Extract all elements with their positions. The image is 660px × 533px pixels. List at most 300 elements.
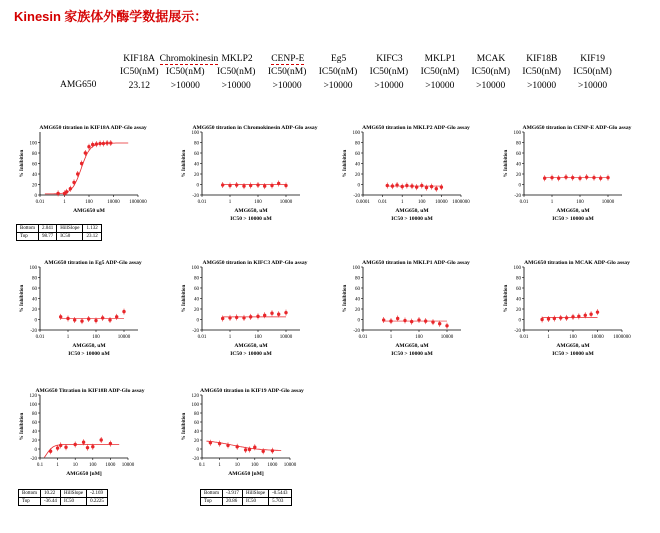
data-point <box>115 315 118 318</box>
data-point <box>69 187 72 190</box>
data-point <box>235 316 238 319</box>
data-point <box>64 446 67 449</box>
y-tick-label: 0 <box>518 318 521 324</box>
y-tick-label: 60 <box>32 420 37 426</box>
chart-panel-10 <box>172 383 322 508</box>
data-point <box>425 186 428 189</box>
ic50-unit: IC50(nM) <box>318 66 358 77</box>
fit-parameters-table <box>16 224 102 241</box>
fit-cell: 0.2225 <box>87 498 108 506</box>
data-point <box>263 184 266 187</box>
ic50-unit: IC50(nM) <box>166 66 205 77</box>
x-tick-label: 10000 <box>117 335 131 340</box>
data-point <box>249 315 252 318</box>
data-point <box>218 442 221 445</box>
y-tick-label: 60 <box>32 162 37 168</box>
data-point <box>91 445 94 448</box>
ic50-unit: IC50(nM) <box>369 66 409 77</box>
data-point <box>405 184 408 187</box>
y-tick-label: 60 <box>355 151 360 157</box>
y-tick-label: 100 <box>29 402 37 408</box>
chart-panel-1 <box>10 120 160 245</box>
y-tick-label: 100 <box>352 265 360 271</box>
y-tick-label: 0 <box>34 193 37 199</box>
y-tick-label: 0 <box>34 447 37 453</box>
y-tick-label: 120 <box>29 393 37 399</box>
y-tick-label: 0 <box>34 318 37 324</box>
y-axis-label: % Inhibition <box>20 149 25 178</box>
data-point <box>228 184 231 187</box>
x-tick-label: 0.01 <box>35 200 45 205</box>
y-tick-label: 20 <box>194 172 199 178</box>
data-point <box>209 441 212 444</box>
ic50-note: IC50 > 10000 nM <box>552 216 594 222</box>
fit-cell: Top <box>201 498 223 506</box>
data-point <box>543 177 546 180</box>
fit-cell: Bottom <box>19 490 41 498</box>
x-axis-label: AMG650, uM <box>556 208 590 214</box>
chart-svg <box>333 120 483 240</box>
fit-cell: 98.77 <box>39 233 57 241</box>
x-axis-label: AMG650, uM <box>234 208 268 214</box>
data-point <box>76 172 79 175</box>
data-point <box>99 438 102 441</box>
x-tick-label: 1 <box>218 463 221 468</box>
data-point <box>94 319 97 322</box>
x-axis-label: AMG650 uM <box>73 208 105 214</box>
y-tick-label: 80 <box>32 411 37 417</box>
data-point <box>553 317 556 320</box>
x-tick-label: 1 <box>56 463 59 468</box>
x-tick-label: 100 <box>418 200 426 205</box>
data-point <box>410 184 413 187</box>
x-tick-label: 0.1 <box>36 463 44 468</box>
x-tick-label: 0.01 <box>519 200 529 205</box>
y-axis-label: % Inhibition <box>20 284 25 313</box>
data-point <box>415 185 418 188</box>
data-point <box>102 142 105 145</box>
chart-panel-6 <box>172 255 322 380</box>
data-point <box>242 316 245 319</box>
y-axis-label: % Inhibition <box>343 149 348 178</box>
data-point <box>66 317 69 320</box>
fit-row <box>201 498 292 506</box>
kinesin-name: KIF19 <box>580 53 606 64</box>
data-point <box>59 444 62 447</box>
kinesin-name: KIF18A <box>123 53 155 64</box>
data-point <box>86 446 89 449</box>
chart-title: AMG650 titration in CENP-E ADP-Glo assay <box>522 125 632 131</box>
x-tick-label: 0.01 <box>378 200 387 205</box>
data-point <box>244 448 247 451</box>
data-point <box>98 142 101 145</box>
data-point <box>256 183 259 186</box>
y-axis-label: % Inhibition <box>182 149 187 178</box>
x-tick-label: 1000000 <box>129 200 147 205</box>
fit-cell: HillSlope <box>57 225 83 233</box>
ic50-value: >10000 <box>425 80 455 91</box>
y-axis-label: % Inhibition <box>20 412 25 441</box>
data-point <box>391 184 394 187</box>
data-point <box>431 320 434 323</box>
chart-title: AMG650 titration in Chromokinesin ADP-Glo assay <box>192 125 318 131</box>
ic50-value: >10000 <box>221 80 251 91</box>
chart-svg <box>494 255 644 375</box>
data-point <box>87 317 90 320</box>
ic50-note: IC50 > 10000 nM <box>230 351 272 357</box>
data-point <box>84 151 87 154</box>
y-tick-label: 0 <box>196 318 199 324</box>
y-tick-label: 40 <box>355 162 360 168</box>
y-tick-label: -20 <box>514 328 521 334</box>
ic50-value: >10000 <box>527 80 557 91</box>
chart-title: AMG650 titration in Eg5 ADP-Glo assay <box>44 260 142 266</box>
x-tick-label: 1 <box>66 335 70 340</box>
x-tick-label: 10000 <box>601 200 615 205</box>
ic50-note: IC50 > 10000 nM <box>391 216 433 222</box>
y-tick-label: 20 <box>32 438 37 444</box>
y-tick-label: 0 <box>196 447 199 453</box>
data-point <box>261 450 264 453</box>
fit-cell: IC50 <box>242 498 268 506</box>
summary-row-value <box>60 78 618 91</box>
chart-axes <box>524 267 622 330</box>
x-axis-label: AMG650, uM <box>234 343 268 349</box>
x-tick-label: 1000000 <box>452 200 470 205</box>
chart-svg <box>333 255 483 375</box>
ic50-note: IC50 > 10000 nM <box>230 216 272 222</box>
ic50-summary-table <box>60 52 618 91</box>
data-point <box>221 317 224 320</box>
x-tick-label: 100 <box>576 200 584 205</box>
ic50-note: IC50 > 10000 nM <box>552 351 594 357</box>
x-tick-label: 0.0001 <box>356 200 370 205</box>
x-tick-label: 0.01 <box>197 335 207 340</box>
data-point <box>95 142 98 145</box>
chart-panel-9 <box>10 383 160 508</box>
y-tick-label: 120 <box>191 393 199 399</box>
x-tick-label: 10 <box>72 463 78 468</box>
chart-panel-5 <box>10 255 160 380</box>
data-point <box>596 310 599 313</box>
chart-axes <box>524 132 622 195</box>
kinesin-name: MCAK <box>476 53 506 64</box>
x-tick-label: 100 <box>89 463 97 468</box>
data-point <box>438 322 441 325</box>
fit-cell: Top <box>17 233 39 241</box>
y-tick-label: 100 <box>29 141 37 147</box>
y-tick-label: 0 <box>518 183 521 189</box>
ic50-value: >10000 <box>170 80 200 91</box>
data-point <box>248 448 251 451</box>
chart-title: AMG650 Titration in KIF18B ADP-Glo assay <box>35 388 145 394</box>
ic50-value: >10000 <box>476 80 506 91</box>
data-point <box>284 311 287 314</box>
x-axis-label: AMG650, uM <box>556 343 590 349</box>
x-tick-label: 100 <box>254 200 262 205</box>
y-tick-label: 80 <box>194 276 199 282</box>
kinesin-name: MKLP1 <box>424 53 456 64</box>
ic50-value: >10000 <box>323 80 353 91</box>
chart-title: AMG650 titration in MKLP2 ADP-Glo assay <box>362 125 470 131</box>
data-point <box>101 316 104 319</box>
y-tick-label: 100 <box>191 265 199 271</box>
x-tick-label: 100 <box>92 335 100 340</box>
fit-cell: Bottom <box>201 490 223 498</box>
y-tick-label: 40 <box>516 297 521 303</box>
data-point <box>228 316 231 319</box>
data-point <box>91 143 94 146</box>
fit-row <box>201 490 292 498</box>
data-point <box>445 324 448 327</box>
y-tick-label: -20 <box>514 193 521 199</box>
y-tick-label: 80 <box>32 151 37 157</box>
x-axis-label: AMG650 [nM] <box>228 471 264 477</box>
data-point <box>109 442 112 445</box>
ic50-unit: IC50(nM) <box>522 66 561 77</box>
y-tick-label: 80 <box>516 141 521 147</box>
x-tick-label: 0.1 <box>198 463 206 468</box>
kinesin-name: KIFC3 <box>376 53 403 64</box>
fit-cell: IC50 <box>57 233 83 241</box>
data-point <box>56 192 59 195</box>
data-point <box>540 318 543 321</box>
chart-title: AMG650 titration in MKLP1 ADP-Glo assay <box>362 260 470 266</box>
y-tick-label: 80 <box>355 276 360 282</box>
chart-panel-3 <box>333 120 483 245</box>
fit-curve <box>206 441 281 450</box>
fit-curve <box>44 444 119 457</box>
page-heading: Kinesin 家族体外酶学数据展示： <box>14 9 208 24</box>
data-point <box>249 184 252 187</box>
y-tick-label: 20 <box>194 307 199 313</box>
data-point <box>56 446 59 449</box>
ic50-value: 23.12 <box>128 80 150 91</box>
chart-panel-7 <box>333 255 483 380</box>
y-axis-label: % Inhibition <box>343 284 348 313</box>
y-axis-label: % Inhibition <box>504 284 509 313</box>
data-point <box>571 315 574 318</box>
data-point <box>557 177 560 180</box>
data-point <box>235 183 238 186</box>
fit-cell: 20.86 <box>223 498 243 506</box>
chart-panel-2 <box>172 120 322 245</box>
x-tick-label: 100 <box>85 200 93 205</box>
chart-panel-4 <box>494 120 644 245</box>
data-point <box>424 319 427 322</box>
data-point <box>440 185 443 188</box>
ic50-value: >10000 <box>577 80 608 91</box>
fit-cell: HillSlope <box>60 490 86 498</box>
data-point <box>571 176 574 179</box>
y-tick-label: 80 <box>32 276 37 282</box>
data-point <box>59 315 62 318</box>
y-tick-label: 40 <box>32 429 37 435</box>
fit-row <box>17 225 102 233</box>
data-point <box>253 446 256 449</box>
fit-cell: IC50 <box>60 498 86 506</box>
y-tick-label: 20 <box>32 307 37 313</box>
fit-cell: Top <box>19 498 41 506</box>
data-point <box>242 184 245 187</box>
data-point <box>256 315 259 318</box>
y-tick-label: 20 <box>355 307 360 313</box>
ic50-unit: IC50(nM) <box>573 66 612 77</box>
x-tick-label: 0.01 <box>35 335 45 340</box>
kinesin-name: CENP-E <box>271 53 305 64</box>
data-point <box>589 313 592 316</box>
y-tick-label: 20 <box>194 438 199 444</box>
fit-parameters-table <box>200 489 292 506</box>
chart-svg <box>10 383 160 503</box>
data-point <box>564 175 567 178</box>
x-axis-label: AMG650, uM <box>72 343 106 349</box>
y-tick-label: 60 <box>516 286 521 292</box>
fit-cell: -0.5443 <box>269 490 291 498</box>
fit-row <box>19 498 108 506</box>
data-point <box>389 319 392 322</box>
y-tick-label: 100 <box>352 130 360 136</box>
data-point <box>417 318 420 321</box>
summary-row-unit <box>60 65 618 78</box>
data-point <box>420 184 423 187</box>
x-tick-label: 100 <box>251 463 259 468</box>
y-tick-label: 100 <box>29 265 37 271</box>
y-tick-label: -20 <box>30 328 37 334</box>
data-point <box>221 183 224 186</box>
data-point <box>277 313 280 316</box>
chart-title: AMG650 titration in MCAK ADP-Glo assay <box>524 260 630 266</box>
kinesin-name: MKLP2 <box>221 53 253 64</box>
y-tick-label: -20 <box>192 328 199 334</box>
x-tick-label: 100 <box>569 335 577 340</box>
y-tick-label: 60 <box>194 151 199 157</box>
fit-cell: -2.169 <box>87 490 108 498</box>
x-tick-label: 0.01 <box>358 335 368 340</box>
y-tick-label: 20 <box>32 183 37 189</box>
data-point <box>87 145 90 148</box>
chart-svg <box>172 120 322 240</box>
data-point <box>80 162 83 165</box>
data-point <box>226 444 229 447</box>
data-point <box>284 184 287 187</box>
kinesin-name: KIF18B <box>526 53 558 64</box>
ic50-note: IC50 > 10000 nM <box>68 351 110 357</box>
fit-cell: 5.703 <box>269 498 291 506</box>
chart-svg <box>10 120 160 240</box>
y-tick-label: 60 <box>194 420 199 426</box>
data-point <box>578 177 581 180</box>
x-tick-label: 1 <box>228 200 232 205</box>
y-tick-label: 40 <box>194 297 199 303</box>
x-tick-label: 1 <box>547 335 550 340</box>
data-point <box>74 443 77 446</box>
ic50-unit: IC50(nM) <box>420 66 460 77</box>
data-point <box>547 317 550 320</box>
chart-title: AMG650 titration in KIFC3 ADP-Glo assay <box>202 260 308 266</box>
data-point <box>72 181 75 184</box>
y-tick-label: 60 <box>355 286 360 292</box>
data-point <box>550 176 553 179</box>
x-tick-label: 10 <box>234 463 240 468</box>
y-tick-label: 0 <box>357 183 360 189</box>
chart-title: AMG650 titration in KIF18A ADP-Glo assay <box>39 125 147 131</box>
data-point <box>270 312 273 315</box>
data-point <box>606 176 609 179</box>
data-point <box>73 318 76 321</box>
fit-cell: 2.041 <box>39 225 57 233</box>
y-tick-label: 100 <box>513 130 521 136</box>
ic50-unit: IC50(nM) <box>267 66 307 77</box>
data-point <box>49 450 52 453</box>
fit-cell: Bottom <box>17 225 39 233</box>
data-point <box>236 445 239 448</box>
ic50-value: >10000 <box>374 80 404 91</box>
fit-cell: -36.44 <box>41 498 61 506</box>
chart-svg <box>172 383 322 503</box>
chart-axes <box>40 395 128 458</box>
y-tick-label: 0 <box>196 183 199 189</box>
data-point <box>277 182 280 185</box>
ic50-value: >10000 <box>272 80 302 91</box>
data-point <box>65 190 68 193</box>
x-axis-label: AMG650, uM <box>395 208 429 214</box>
y-tick-label: 100 <box>191 402 199 408</box>
x-axis-label: AMG650 [nM] <box>66 471 102 477</box>
y-tick-label: 60 <box>32 286 37 292</box>
y-tick-label: 60 <box>194 286 199 292</box>
data-point <box>401 185 404 188</box>
y-tick-label: 80 <box>355 141 360 147</box>
x-tick-label: 1000 <box>105 463 116 468</box>
data-point <box>109 141 112 144</box>
y-tick-label: 80 <box>194 411 199 417</box>
fit-parameters-table <box>18 489 108 506</box>
data-point <box>410 320 413 323</box>
data-point <box>122 310 125 313</box>
chart-panel-8 <box>494 255 644 380</box>
data-point <box>577 315 580 318</box>
data-point <box>263 314 266 317</box>
x-tick-label: 0.01 <box>519 335 529 340</box>
y-tick-label: 20 <box>516 307 521 313</box>
fit-cell: 10.22 <box>41 490 61 498</box>
data-point <box>108 318 111 321</box>
y-axis-label: % Inhibition <box>182 284 187 313</box>
x-tick-label: 1000 <box>267 463 278 468</box>
y-tick-label: 40 <box>194 429 199 435</box>
data-point <box>592 176 595 179</box>
x-tick-label: 1 <box>550 200 554 205</box>
x-tick-label: 1 <box>228 335 232 340</box>
y-tick-label: -20 <box>192 193 199 199</box>
ic50-note: IC50 > 10000 nM <box>391 351 433 357</box>
data-point <box>395 183 398 186</box>
ic50-unit: IC50(nM) <box>120 66 159 77</box>
data-point <box>584 314 587 317</box>
y-axis-label: % Inhibition <box>182 412 187 441</box>
y-tick-label: 100 <box>191 130 199 136</box>
y-tick-label: 0 <box>357 318 360 324</box>
data-point <box>565 316 568 319</box>
data-point <box>403 319 406 322</box>
y-tick-label: -20 <box>30 456 37 462</box>
data-point <box>271 449 274 452</box>
x-tick-label: 10000 <box>279 200 293 205</box>
y-tick-label: -20 <box>353 193 360 199</box>
x-tick-label: 1 <box>400 200 404 205</box>
chart-axes <box>202 267 300 330</box>
